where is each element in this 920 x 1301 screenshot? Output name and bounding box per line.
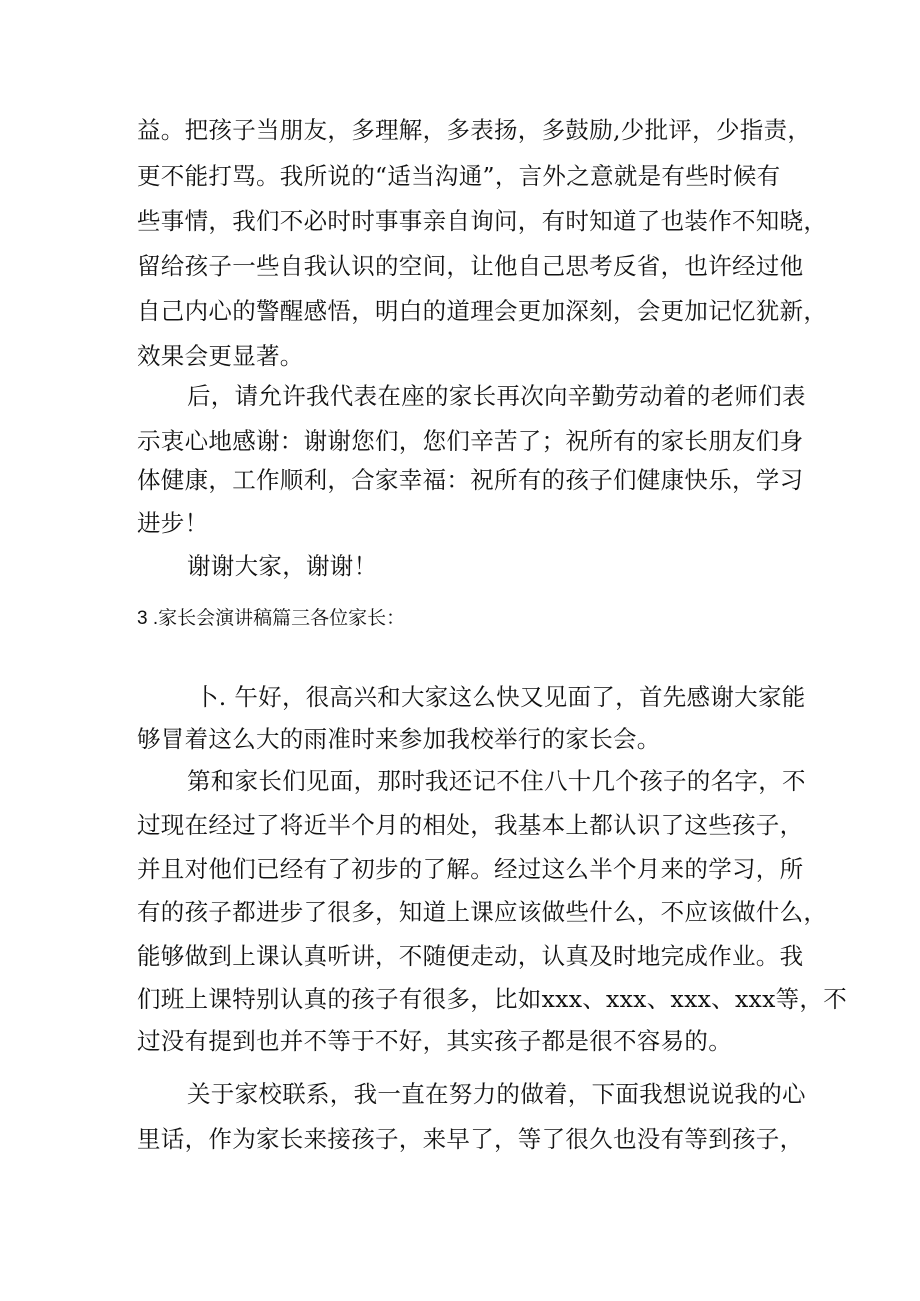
text-line: 能够做到上课认真听讲，不随便走动，认真及时地完成作业。我 (137, 942, 804, 970)
section-heading: 3 .家长会演讲稿篇三各位家长： (137, 608, 406, 629)
text-line: 体健康，工作顺利，合家幸福：祝所有的孩子们健康快乐，学习 (137, 466, 804, 494)
text-line: 自己内心的警醒感悟，明白的道理会更加深刻，会更加记忆犹新， (137, 297, 828, 325)
closing-line: 谢谢大家，谢谢！ (187, 552, 378, 580)
text-line: 们班上课特别认真的孩子有很多，比如xxx、xxx、xxx、xxx等，不 (137, 985, 848, 1013)
text-line: 示衷心地感谢：谢谢您们，您们辛苦了；祝所有的家长朋友们身 (137, 427, 804, 455)
text-line: 第和家长们见面，那时我还记不住八十几个孩子的名字，不 (187, 767, 806, 795)
text-line: 进步！ (137, 509, 209, 537)
text-line: 效果会更显著。 (137, 342, 304, 370)
text-line: 有的孩子都进步了很多，知道上课应该做些什么，不应该做什么， (137, 898, 828, 926)
text-line: 益。把孩子当朋友，多理解，多表扬，多鼓励,少批评，少指责， (137, 116, 812, 144)
text-line: 更不能打骂。我所说的“适当沟通”，言外之意就是有些时候有 (137, 162, 781, 190)
text-line: 卜. 午好，很高兴和大家这么快又见面了，首先感谢大家能 (195, 683, 806, 711)
text-line: 些事情，我们不必时时事事亲自询问，有时知道了也装作不知晓， (137, 207, 828, 235)
text-line: 够冒着这么大的雨准时来参加我校举行的家长会。 (137, 725, 661, 753)
text-line: 并且对他们已经有了初步的了解。经过这么半个月来的学习，所 (137, 855, 804, 883)
text-line: 过没有提到也并不等于不好，其实孩子都是很不容易的。 (137, 1027, 732, 1055)
text-line: 关于家校联系，我一直在努力的做着，下面我想说说我的心 (187, 1080, 806, 1108)
text-line: 留给孩子一些自我认识的空间，让他自己思考反省，也许经过他 (137, 252, 804, 280)
text-line: 过现在经过了将近半个月的相处，我基本上都认识了这些孩子， (137, 811, 804, 839)
text-line: 里话，作为家长来接孩子，来早了，等了很久也没有等到孩子， (137, 1125, 804, 1153)
text-line: 后，请允许我代表在座的家长再次向辛勤劳动着的老师们表 (187, 382, 806, 410)
